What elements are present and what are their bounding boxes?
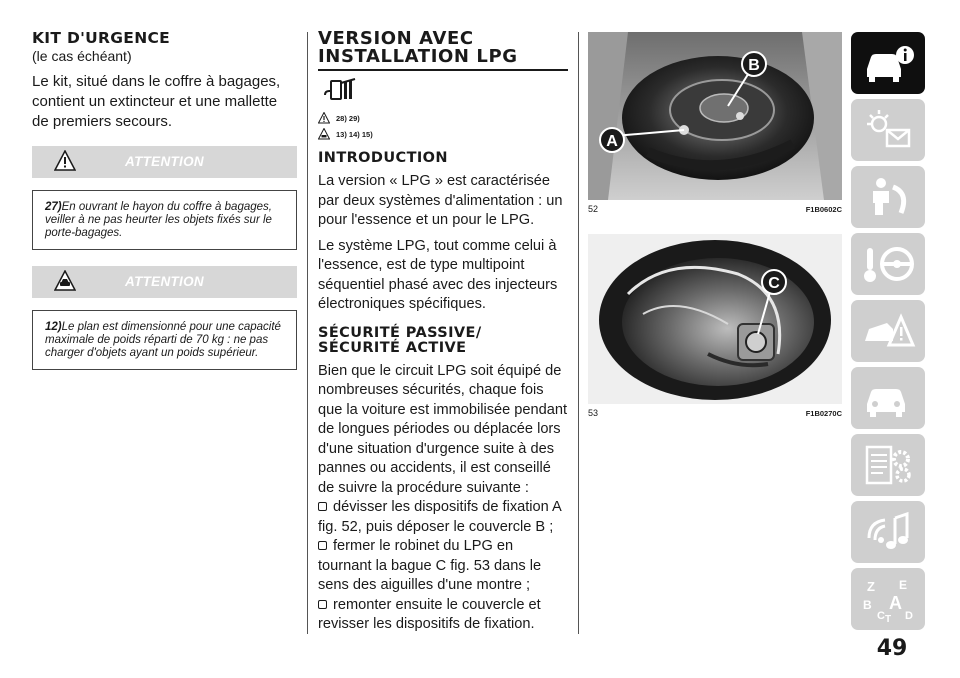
caution-title: ATTENTION xyxy=(125,274,204,289)
section-subheading: (le cas échéant) xyxy=(32,48,132,64)
tab-index[interactable] xyxy=(851,568,925,630)
figure-code: F1B0270C xyxy=(805,409,842,418)
figure-code: F1B0602C xyxy=(805,205,842,214)
warning-triangle-icon xyxy=(318,112,330,124)
warning-title: ATTENTION xyxy=(125,154,204,169)
figure-53 xyxy=(588,234,842,418)
column-divider xyxy=(578,32,579,634)
lpg-valve-illustration xyxy=(588,234,842,404)
section-heading: KIT D'URGENCE xyxy=(32,29,171,47)
safety-paragraph: Bien que le circuit LPG soit équipé de nombreuses sécurités, chaque fois que la voiture est immobilisée pendant de longues périodes ou déplacée lors d'une situation d'urgence suite à des pannes ou accidents, il est conseillé de suivre la procédure suivante : xyxy=(318,362,568,496)
index-letter: T xyxy=(885,614,892,623)
warning-box xyxy=(32,190,297,250)
step-text: remonter ensuite le couvercle et revisser les dispositifs de fixation. xyxy=(318,596,541,632)
tab-emergency[interactable] xyxy=(851,300,925,362)
kit-paragraph: Le kit, situé dans le coffre à bagages, contient un extincteur et une mallette de premiers secours. xyxy=(32,73,281,130)
tab-car-info[interactable] xyxy=(851,32,925,94)
bullet-icon xyxy=(318,600,327,609)
title-rule xyxy=(318,69,568,71)
warning-text: En ouvrant le hayon du coffre à bagages, veiller à ne pas heurter les objets fixés sur le porte-bagages. xyxy=(45,201,272,239)
figure-caption xyxy=(588,408,842,418)
car-info-icon xyxy=(859,39,917,87)
warning-banner xyxy=(32,146,297,178)
index-icon xyxy=(859,575,917,623)
caution-box xyxy=(32,310,297,370)
tab-warning-lights[interactable] xyxy=(851,99,925,161)
intro-paragraph: Le système LPG, tout comme celui à l'essence, est de type multipoint séquentiel phasé avec des injecteurs électroniques spécifiques. xyxy=(318,237,558,312)
maintenance-icon xyxy=(859,374,917,422)
figure-52 xyxy=(588,32,842,214)
warning-ref-numbers: 28) 29) xyxy=(336,113,360,123)
note-ref-numbers: 13) 14) 15) xyxy=(336,129,373,139)
note-references xyxy=(318,128,568,140)
callout-b-label: B xyxy=(748,57,760,74)
index-letter: C xyxy=(877,610,885,622)
caution-text: Le plan est dimensionné pour une capacité maximale de poids réparti de 70 kg : ne pas charger d'objets ayant un poids supérieur. xyxy=(45,321,281,359)
tab-multimedia[interactable] xyxy=(851,501,925,563)
caution-number: 12) xyxy=(45,321,62,333)
warning-number: 27) xyxy=(45,201,62,213)
index-letter: D xyxy=(905,610,913,622)
page-title: VERSION AVEC INSTALLATION LPG xyxy=(318,28,518,67)
callout-a-label: A xyxy=(606,133,618,150)
multimedia-icon xyxy=(859,508,917,556)
caution-banner xyxy=(32,266,297,298)
procedure-step xyxy=(318,498,568,537)
safety-heading: SÉCURITÉ PASSIVE/ SÉCURITÉ ACTIVE xyxy=(318,324,482,356)
starting-driving-icon xyxy=(859,240,917,288)
middle-column xyxy=(318,30,568,635)
spare-wheel-tank-illustration xyxy=(588,32,842,200)
intro-heading: INTRODUCTION xyxy=(318,150,448,166)
step-text: dévisser les dispositifs de fixation A fig. 52, puis déposer le couvercle B ; xyxy=(318,499,561,535)
intro-paragraph: La version « LPG » est caractérisée par deux systèmes d'alimentation : un pour l'essence et un pour le LPG. xyxy=(318,173,563,228)
chapter-sidebar xyxy=(851,32,925,635)
page-number: 49 xyxy=(876,636,908,661)
lpg-fuel-icon xyxy=(322,77,356,103)
figure-number: 52 xyxy=(588,204,599,214)
technical-data-icon xyxy=(859,441,917,489)
index-letter: Z xyxy=(867,579,875,594)
procedure-step xyxy=(318,596,568,635)
car-warning-icon xyxy=(318,128,330,140)
tab-technical-data[interactable] xyxy=(851,434,925,496)
left-column xyxy=(32,30,297,370)
bullet-icon xyxy=(318,502,327,511)
tab-maintenance[interactable] xyxy=(851,367,925,429)
warning-references xyxy=(318,112,568,124)
index-letter: A xyxy=(889,593,902,613)
warning-lights-icon xyxy=(859,106,917,154)
figure-number: 53 xyxy=(588,408,599,418)
tab-starting-driving[interactable] xyxy=(851,233,925,295)
safety-icon xyxy=(859,173,917,221)
callout-c-label: C xyxy=(768,275,780,292)
tab-safety[interactable] xyxy=(851,166,925,228)
emergency-icon xyxy=(859,307,917,355)
index-letter: B xyxy=(863,598,872,612)
bullet-icon xyxy=(318,541,327,550)
column-divider xyxy=(307,32,308,634)
figure-caption xyxy=(588,204,842,214)
index-letter: E xyxy=(899,578,908,592)
step-text: fermer le robinet du LPG en tournant la bague C fig. 53 dans le sens des aiguilles d'une montre ; xyxy=(318,538,542,593)
procedure-step xyxy=(318,537,568,596)
